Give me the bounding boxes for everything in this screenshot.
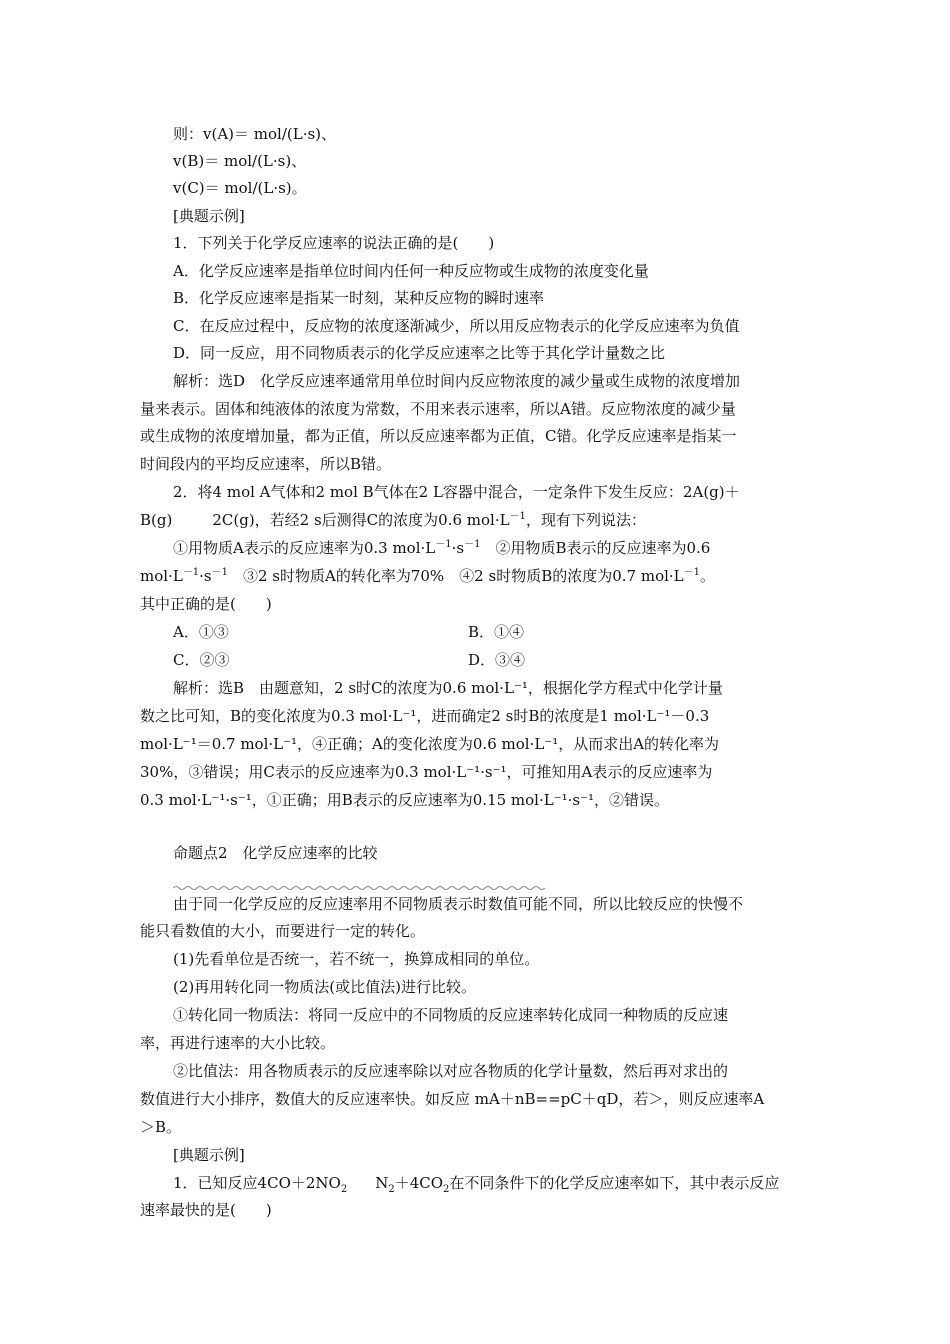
- superscript: －1: [509, 511, 526, 522]
- rate-line-b: v(B)＝ mol/(L·s)、: [173, 152, 307, 170]
- q2-stem-line: [140, 510, 646, 530]
- statement-3-4: ③2 s时物质A的转化率为70% ④2 s时物质B的浓度为0.7 mol·L: [228, 567, 684, 585]
- unit-text: mol·L: [140, 567, 183, 585]
- q1-analysis-line: 或生成物的浓度增加量，都为正值，所以反应速率都为正值，C错。化学反应速率是指某一: [140, 427, 737, 445]
- q2-product-text: 2C(g)，若经2 s后测得C的浓度为0.6 mol·L: [212, 511, 510, 529]
- q2-reactant: B(g): [140, 511, 173, 529]
- q2-analysis-line: 30%，③错误；用C表示的反应速率为0.3 mol·L⁻¹·s⁻¹，可推知用A表示的反应速率为: [140, 763, 713, 781]
- q3-stem-tail: 在不同条件下的化学反应速率如下，其中表示反应: [449, 1174, 780, 1192]
- q1-analysis-line: 时间段内的平均反应速率，所以B错。: [140, 455, 392, 473]
- subscript: 2: [340, 1184, 348, 1195]
- q2-analysis-line: mol·L⁻¹＝0.7 mol·L⁻¹，④正确；A的变化浓度为0.6 mol·L⁻¹，从而求出A的转化率为: [140, 735, 720, 753]
- unit-text: ·s: [199, 567, 212, 585]
- method-2-line: ＞B。: [140, 1118, 182, 1136]
- subscript: 2: [388, 1184, 395, 1195]
- superscript: －1: [464, 539, 481, 550]
- method-2-line: 数值进行大小排序，数值大的反应速率快。如反应 mA＋nB==pC＋qD，若＞，则反应速率A: [140, 1090, 765, 1108]
- section-title: 命题点2 化学反应速率的比较: [173, 844, 378, 862]
- wavy-underline: [173, 885, 545, 891]
- subscript: 2: [443, 1184, 450, 1195]
- example-header: [典题示例]: [173, 207, 245, 225]
- q2-option-d: D．③④: [468, 651, 526, 669]
- q2-statement-line: [173, 538, 710, 558]
- q1-analysis-line: 解析：选D 化学反应速率通常用单位时间内反应物浓度的减少量或生成物的浓度增加: [173, 372, 741, 390]
- rate-line-a: 则：v(A)＝ mol/(L·s)、: [173, 125, 337, 143]
- q2-stem-tail: ，现有下列说法：: [525, 511, 646, 529]
- method-2-line: ②比值法：用各物质表示的反应速率除以对应各物质的化学计量数，然后再对求出的: [173, 1062, 729, 1080]
- superscript: －1: [211, 567, 228, 578]
- step-1: (1)先看单位是否统一，若不统一，换算成相同的单位。: [173, 950, 540, 968]
- q2-option-c: C．②③: [173, 651, 230, 669]
- q3-product: ＋4CO: [394, 1174, 444, 1192]
- q2-statement-line: [140, 566, 715, 586]
- statement-1: ①用物质A表示的反应速率为0.3 mol·L: [173, 539, 436, 557]
- q1-option-a: A．化学反应速率是指单位时间内任何一种反应物或生成物的浓度变化量: [173, 262, 649, 280]
- q2-analysis-line: 解析：选B 由题意知，2 s时C的浓度为0.6 mol·L⁻¹，根据化学方程式中化学计量: [173, 679, 723, 697]
- q3-stem-line: [173, 1173, 779, 1193]
- unit-text: ·s: [451, 539, 465, 557]
- superscript: －1: [435, 539, 452, 550]
- q3-product: N: [375, 1174, 389, 1192]
- superscript: －1: [683, 567, 700, 578]
- q2-option-b: B．①④: [468, 623, 525, 641]
- q1-stem: 1．下列关于化学反应速率的说法正确的是( ): [173, 234, 495, 252]
- q2-ask: 其中正确的是( ): [140, 595, 272, 613]
- para-line: 能只看数值的大小，而要进行一定的转化。: [140, 922, 426, 940]
- rate-line-c: v(C)＝ mol/(L·s)。: [173, 179, 307, 197]
- method-1-line: 率，再进行速率的大小比较。: [140, 1034, 336, 1052]
- example-header: [典题示例]: [173, 1146, 245, 1164]
- q2-option-a: A．①③: [173, 623, 229, 641]
- superscript: －1: [182, 567, 200, 578]
- q2-analysis-line: 0.3 mol·L⁻¹·s⁻¹，①正确；用B表示的反应速率为0.15 mol·L⁻¹·s⁻¹，②错误。: [140, 791, 670, 809]
- method-1-line: ①转化同一物质法：将同一反应中的不同物质的反应速率转化成同一种物质的反应速: [173, 1006, 729, 1024]
- step-2: (2)再用转化同一物质法(或比值法)进行比较。: [173, 978, 476, 996]
- q2-stem-line: 2．将4 mol A气体和2 mol B气体在2 L容器中混合，一定条件下发生反应：2A(g)＋: [173, 483, 740, 501]
- q3-stem-line: 速率最快的是( ): [140, 1201, 272, 1219]
- q1-option-c: C．在反应过程中，反应物的浓度逐渐减少，所以用反应物表示的化学反应速率为负值: [173, 317, 740, 335]
- q1-option-d: D．同一反应，用不同物质表示的化学反应速率之比等于其化学计量数之比: [173, 344, 666, 362]
- q2-analysis-line: 数之比可知，B的变化浓度为0.3 mol·L⁻¹，进而确定2 s时B的浓度是1 mol·L⁻¹－0.3: [140, 707, 710, 725]
- para-line: 由于同一化学反应的反应速率用不同物质表示时数值可能不同，所以比较反应的快慢不: [173, 895, 744, 913]
- q1-option-b: B．化学反应速率是指某一时刻，某种反应物的瞬时速率: [173, 289, 545, 307]
- q3-reactants: 1．已知反应4CO＋2NO: [173, 1174, 341, 1192]
- punctuation: 。: [700, 567, 716, 585]
- q1-analysis-line: 量来表示。固体和纯液体的浓度为常数，不用来表示速率，所以A错。反应物浓度的减少量: [140, 400, 736, 418]
- statement-2: ②用物质B表示的反应速率为0.6: [480, 539, 711, 557]
